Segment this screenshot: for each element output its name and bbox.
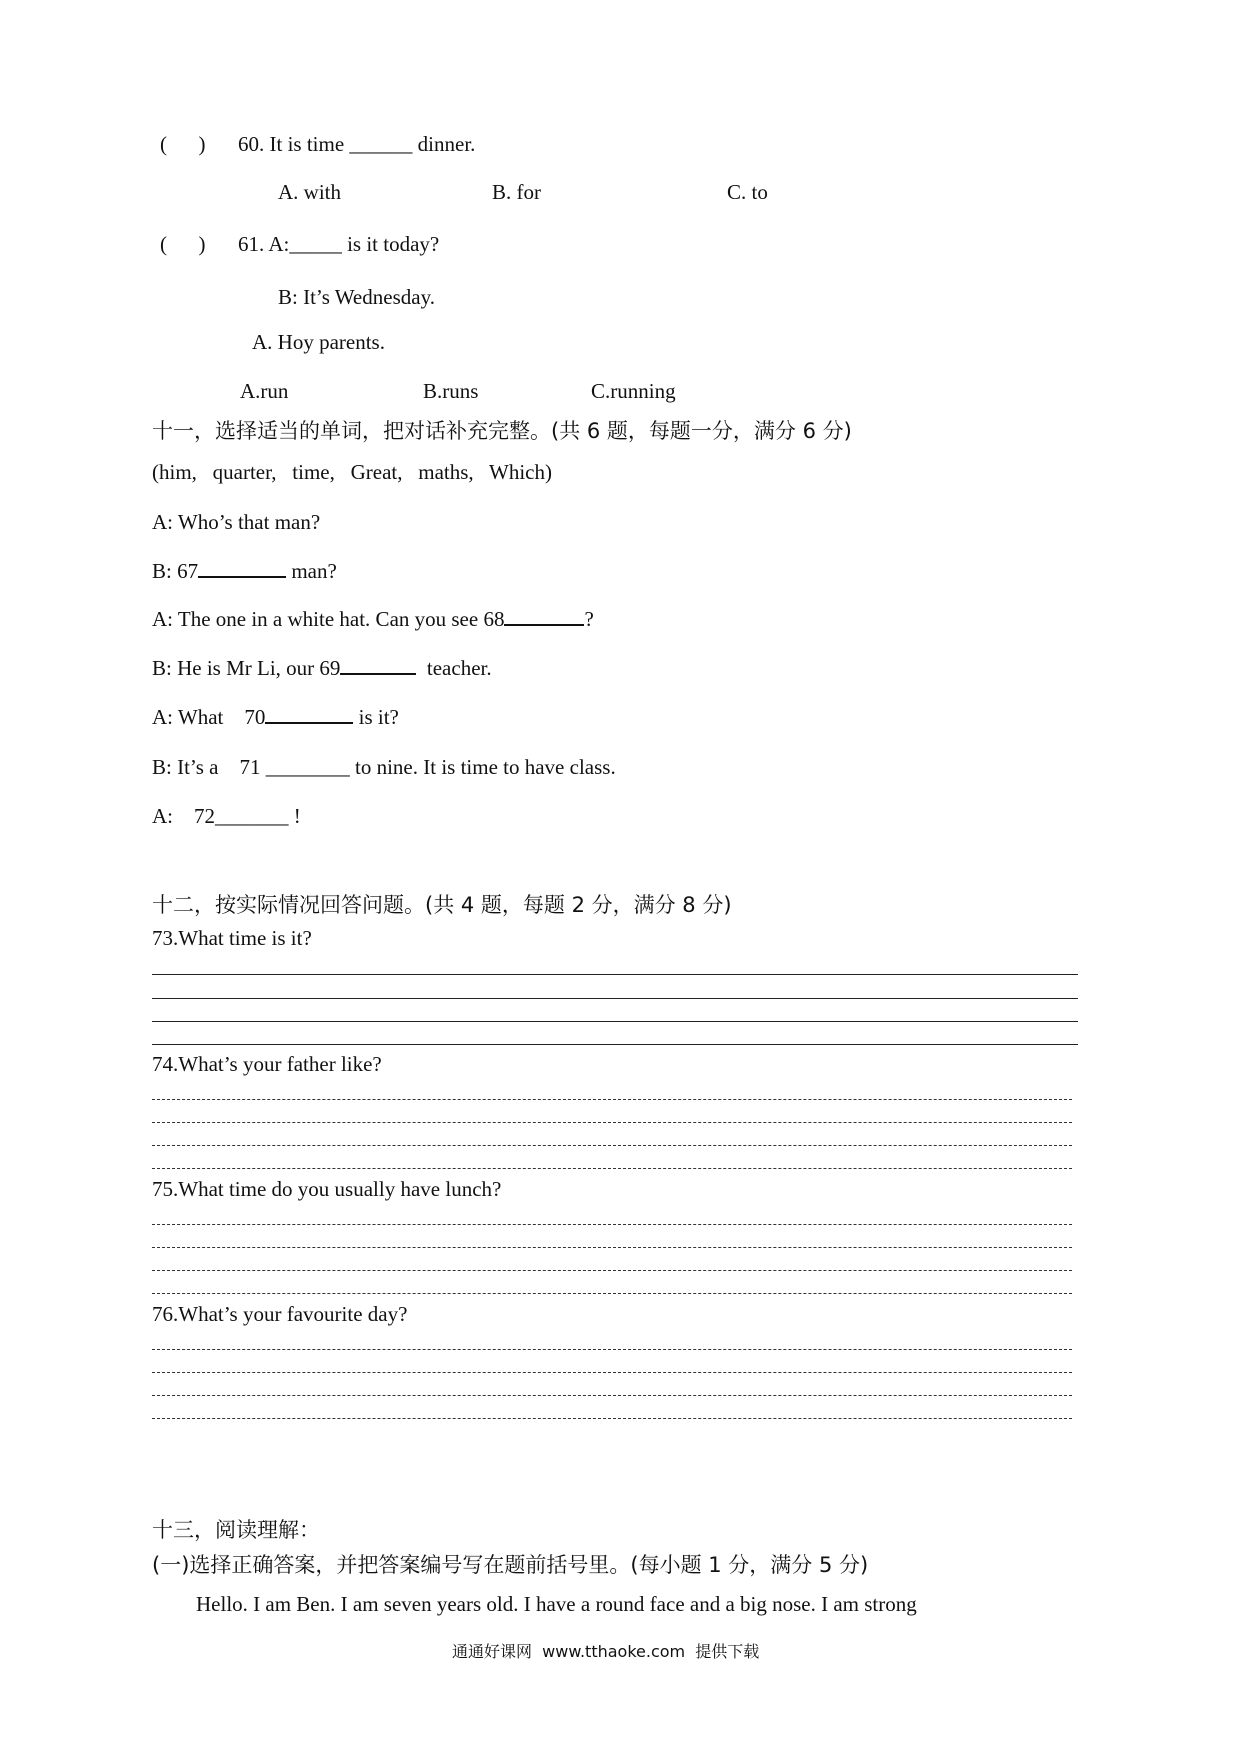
dialogue-line-5 <box>152 707 399 728</box>
q60-option-c: C. to <box>727 180 768 204</box>
answer-line[interactable] <box>152 1349 1072 1350</box>
dialogue-line-3-end: ? <box>584 607 594 631</box>
page-footer: 通通好课网 www.tthaoke.com 提供下载 <box>452 1642 760 1661</box>
section-11-title: 十一，选择适当的单词，把对话补充完整。(共 6 题，每题一分，满分 6 分) <box>152 419 852 443</box>
dialogue-line-3 <box>152 609 594 630</box>
q61-stem: 61. A:_____ is it today? <box>238 232 440 256</box>
blank-69[interactable] <box>340 672 416 675</box>
answer-line[interactable] <box>152 1168 1072 1169</box>
answer-line[interactable] <box>152 998 1078 999</box>
section-13-subtitle: (一)选择正确答案，并把答案编号写在题前括号里。(每小题 1 分，满分 5 分) <box>152 1553 869 1577</box>
answer-line[interactable] <box>152 1395 1072 1396</box>
dialogue-line-6: B: It’s a 71 ________ to nine. It is time to have class. <box>152 755 616 779</box>
blank-67[interactable] <box>198 575 286 578</box>
section-11-wordbank: (him, quarter, time, Great, maths, Which) <box>152 460 552 484</box>
dialogue-line-3-start: A: The one in a white hat. Can you see 68 <box>152 607 505 631</box>
dialogue-line-4 <box>152 658 492 679</box>
q60-option-a: A. with <box>278 180 341 204</box>
answer-line[interactable] <box>152 1099 1072 1100</box>
dialogue-line-1: A: Who’s that man? <box>152 510 321 534</box>
answer-line[interactable] <box>152 1372 1072 1373</box>
dialogue-line-2-end: man? <box>286 559 337 583</box>
section-12-title: 十二，按实际情况回答问题。(共 4 题，每题 2 分，满分 8 分) <box>152 893 732 917</box>
answer-line[interactable] <box>152 1293 1072 1294</box>
q62-option-b: B.runs <box>423 379 479 403</box>
blank-68[interactable] <box>504 623 584 626</box>
dialogue-line-5-start: A: What 70 <box>152 705 266 729</box>
dialogue-line-4-end: teacher. <box>416 656 492 680</box>
q60-paren: ( ) <box>160 132 206 156</box>
answer-line[interactable] <box>152 1044 1078 1045</box>
dialogue-line-4-start: B: He is Mr Li, our 69 <box>152 656 341 680</box>
answer-line[interactable] <box>152 1122 1072 1123</box>
answer-line[interactable] <box>152 1247 1072 1248</box>
question-73: 73.What time is it? <box>152 926 312 950</box>
question-75: 75.What time do you usually have lunch? <box>152 1177 502 1201</box>
answer-line[interactable] <box>152 1224 1072 1225</box>
q60-option-b: B. for <box>492 180 541 204</box>
q61-paren: ( ) <box>160 232 206 256</box>
q62-option-c: C.running <box>591 379 676 403</box>
q62-option-a: A.run <box>240 379 289 403</box>
dialogue-line-2-start: B: 67 <box>152 559 199 583</box>
answer-line[interactable] <box>152 974 1078 975</box>
dialogue-line-2 <box>152 561 337 582</box>
answer-line[interactable] <box>152 1145 1072 1146</box>
blank-70[interactable] <box>265 721 353 724</box>
dialogue-line-5-end: is it? <box>353 705 399 729</box>
question-74: 74.What’s your father like? <box>152 1052 382 1076</box>
answer-line[interactable] <box>152 1270 1072 1271</box>
answer-line[interactable] <box>152 1021 1078 1022</box>
section-13-title: 十三，阅读理解： <box>152 1518 320 1542</box>
q60-stem: 60. It is time ______ dinner. <box>238 132 476 156</box>
answer-line[interactable] <box>152 1418 1072 1419</box>
reading-passage: Hello. I am Ben. I am seven years old. I have a round face and a big nose. I am strong <box>196 1592 917 1616</box>
dialogue-line-7: A: 72_______ ! <box>152 804 301 828</box>
q61-b-line: B: It’s Wednesday. <box>278 285 435 309</box>
question-76: 76.What’s your favourite day? <box>152 1302 408 1326</box>
q61-a-line: A. Hoy parents. <box>252 330 385 354</box>
